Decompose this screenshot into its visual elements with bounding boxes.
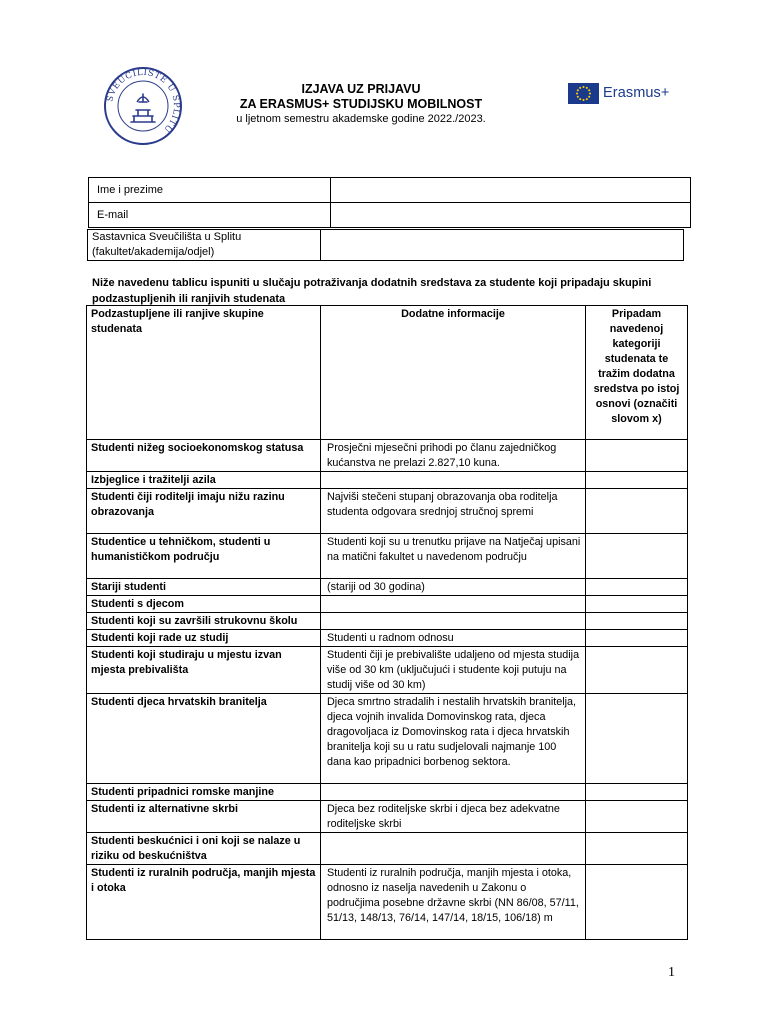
table-row [87, 613, 688, 630]
table-row [87, 596, 688, 613]
row-info [321, 613, 586, 630]
erasmus-logo [568, 82, 669, 104]
row-category: Studenti pripadnici romske manjine [87, 784, 321, 801]
unit-label-line-1: Sastavnica Sveučilišta u Splitu [92, 231, 242, 243]
row-info: Djeca bez roditeljske skrbi i djeca bez adekvatne roditeljske skrbi [321, 801, 586, 833]
erasmus-label: Erasmus+ [603, 85, 670, 101]
row-info: Prosječni mjesečni prihodi po članu zajedničkog kućanstva ne prelazi 2.827,10 kuna. [321, 440, 586, 472]
row-category: Studenti čiji roditelji imaju nižu razinu obrazovanja [87, 489, 321, 534]
row-category: Studenti koji su završili strukovnu školu [87, 613, 321, 630]
row-mark-cell[interactable] [586, 865, 688, 940]
row-info: Najviši stečeni stupanj obrazovanja oba roditelja studenta odgovara srednjoj stručnoj spremi [321, 489, 586, 534]
name-field[interactable] [331, 178, 691, 203]
name-label: Ime i prezime [89, 178, 331, 203]
row-category: Stariji studenti [87, 579, 321, 596]
row-info: (stariji od 30 godina) [321, 579, 586, 596]
email-field[interactable] [331, 203, 691, 228]
row-mark-cell[interactable] [586, 534, 688, 579]
header-belong-category: Pripadam navedenoj kategoriji studenata te tražim dodatna sredstva po istoj osnovi (označiti slovom x) [586, 306, 688, 440]
document-subtitle: u ljetnom semestru akademske godine 2022./2023. [236, 113, 486, 125]
row-category: Studenti beskućnici i oni koji se nalaze u riziku od beskućništva [87, 833, 321, 865]
table-row [87, 440, 688, 472]
row-category: Studenti koji rade uz studij [87, 630, 321, 647]
university-seal-logo [103, 66, 183, 146]
eu-flag-icon [568, 83, 599, 104]
document-title-line-2: ZA ERASMUS+ STUDIJSKU MOBILNOST [239, 97, 483, 111]
row-info: Studenti u radnom odnosu [321, 630, 586, 647]
unit-label [88, 230, 321, 261]
row-mark-cell[interactable] [586, 833, 688, 865]
row-mark-cell[interactable] [586, 489, 688, 534]
unit-label-line-2: (fakultet/akademija/odjel) [92, 246, 215, 258]
row-mark-cell[interactable] [586, 579, 688, 596]
row-category: Studenti nižeg socioekonomskog statusa [87, 440, 321, 472]
table-row [87, 833, 688, 865]
row-category: Studenti djeca hrvatskih branitelja [87, 694, 321, 784]
table-row [87, 489, 688, 534]
row-mark-cell[interactable] [586, 801, 688, 833]
table-row [87, 472, 688, 489]
document-title-line-1: IZJAVA UZ PRIJAVU [301, 82, 421, 96]
row-category: Studenti iz alternativne skrbi [87, 801, 321, 833]
header-groups: Podzastupljene ili ranjive skupine studenata [87, 306, 321, 440]
row-mark-cell[interactable] [586, 630, 688, 647]
row-category: Studenti s djecom [87, 596, 321, 613]
table-row [87, 579, 688, 596]
row-mark-cell[interactable] [586, 694, 688, 784]
unit-info-table [87, 229, 684, 261]
table-row [87, 801, 688, 833]
row-info [321, 596, 586, 613]
row-category: Izbjeglice i tražitelji azila [87, 472, 321, 489]
header-additional-info: Dodatne informacije [321, 306, 586, 440]
row-category: Studenti koji studiraju u mjestu izvan mjesta prebivališta [87, 647, 321, 694]
table-row [87, 534, 688, 579]
table-header-row [87, 306, 688, 440]
row-mark-cell[interactable] [586, 784, 688, 801]
row-mark-cell[interactable] [586, 440, 688, 472]
table-row [87, 865, 688, 940]
table-row [87, 630, 688, 647]
row-mark-cell[interactable] [586, 613, 688, 630]
email-label: E-mail [89, 203, 331, 228]
row-info: Studenti iz ruralnih područja, manjih mjesta i otoka, odnosno iz naselja navedenih u Zakonu o područjima posebne državne skrbi (NN 86/08, 57/11, 51/13, 148/13, 76/14, 147/14, 18/15, 106/18) m [321, 865, 586, 940]
row-info [321, 472, 586, 489]
row-info [321, 784, 586, 801]
row-info: Studenti koji su u trenutku prijave na Natječaj upisani na matični fakultet u navedenom području [321, 534, 586, 579]
table-row [87, 694, 688, 784]
document-title-block [200, 82, 522, 127]
unit-field[interactable] [321, 230, 684, 261]
svg-text:SVEUČILIŠTE U SPLITU: SVEUČILIŠTE U SPLITU [105, 67, 182, 135]
row-mark-cell[interactable] [586, 596, 688, 613]
row-info: Studenti čiji je prebivalište udaljeno od mjesta studija više od 30 km (uključujući i studente koji putuju na studij više od 30 km) [321, 647, 586, 694]
page-number: 1 [668, 965, 675, 980]
row-category: Studenti iz ruralnih područja, manjih mjesta i otoka [87, 865, 321, 940]
row-category: Studentice u tehničkom, studenti u humanističkom području [87, 534, 321, 579]
personal-info-table [88, 177, 691, 228]
table-row [87, 647, 688, 694]
row-info: Djeca smrtno stradalih i nestalih hrvatskih branitelja, djeca vojnih invalida Domovinskog rata, djeca dragovoljaca iz Domovinskog rata i djeca hrvatskih branitelja koji su u ratu sudjelovali najmanje 100 dana kao pripadnici borbenog sektora. [321, 694, 586, 784]
row-mark-cell[interactable] [586, 647, 688, 694]
instruction-note: Niže navedenu tablicu ispuniti u slučaju potraživanja dodatnih sredstava za studente koji pripadaju skupini podzastupljenih ili ranjivih studenata [92, 277, 652, 305]
table-row [87, 784, 688, 801]
row-info [321, 833, 586, 865]
vulnerable-groups-table [86, 305, 688, 940]
row-mark-cell[interactable] [586, 472, 688, 489]
